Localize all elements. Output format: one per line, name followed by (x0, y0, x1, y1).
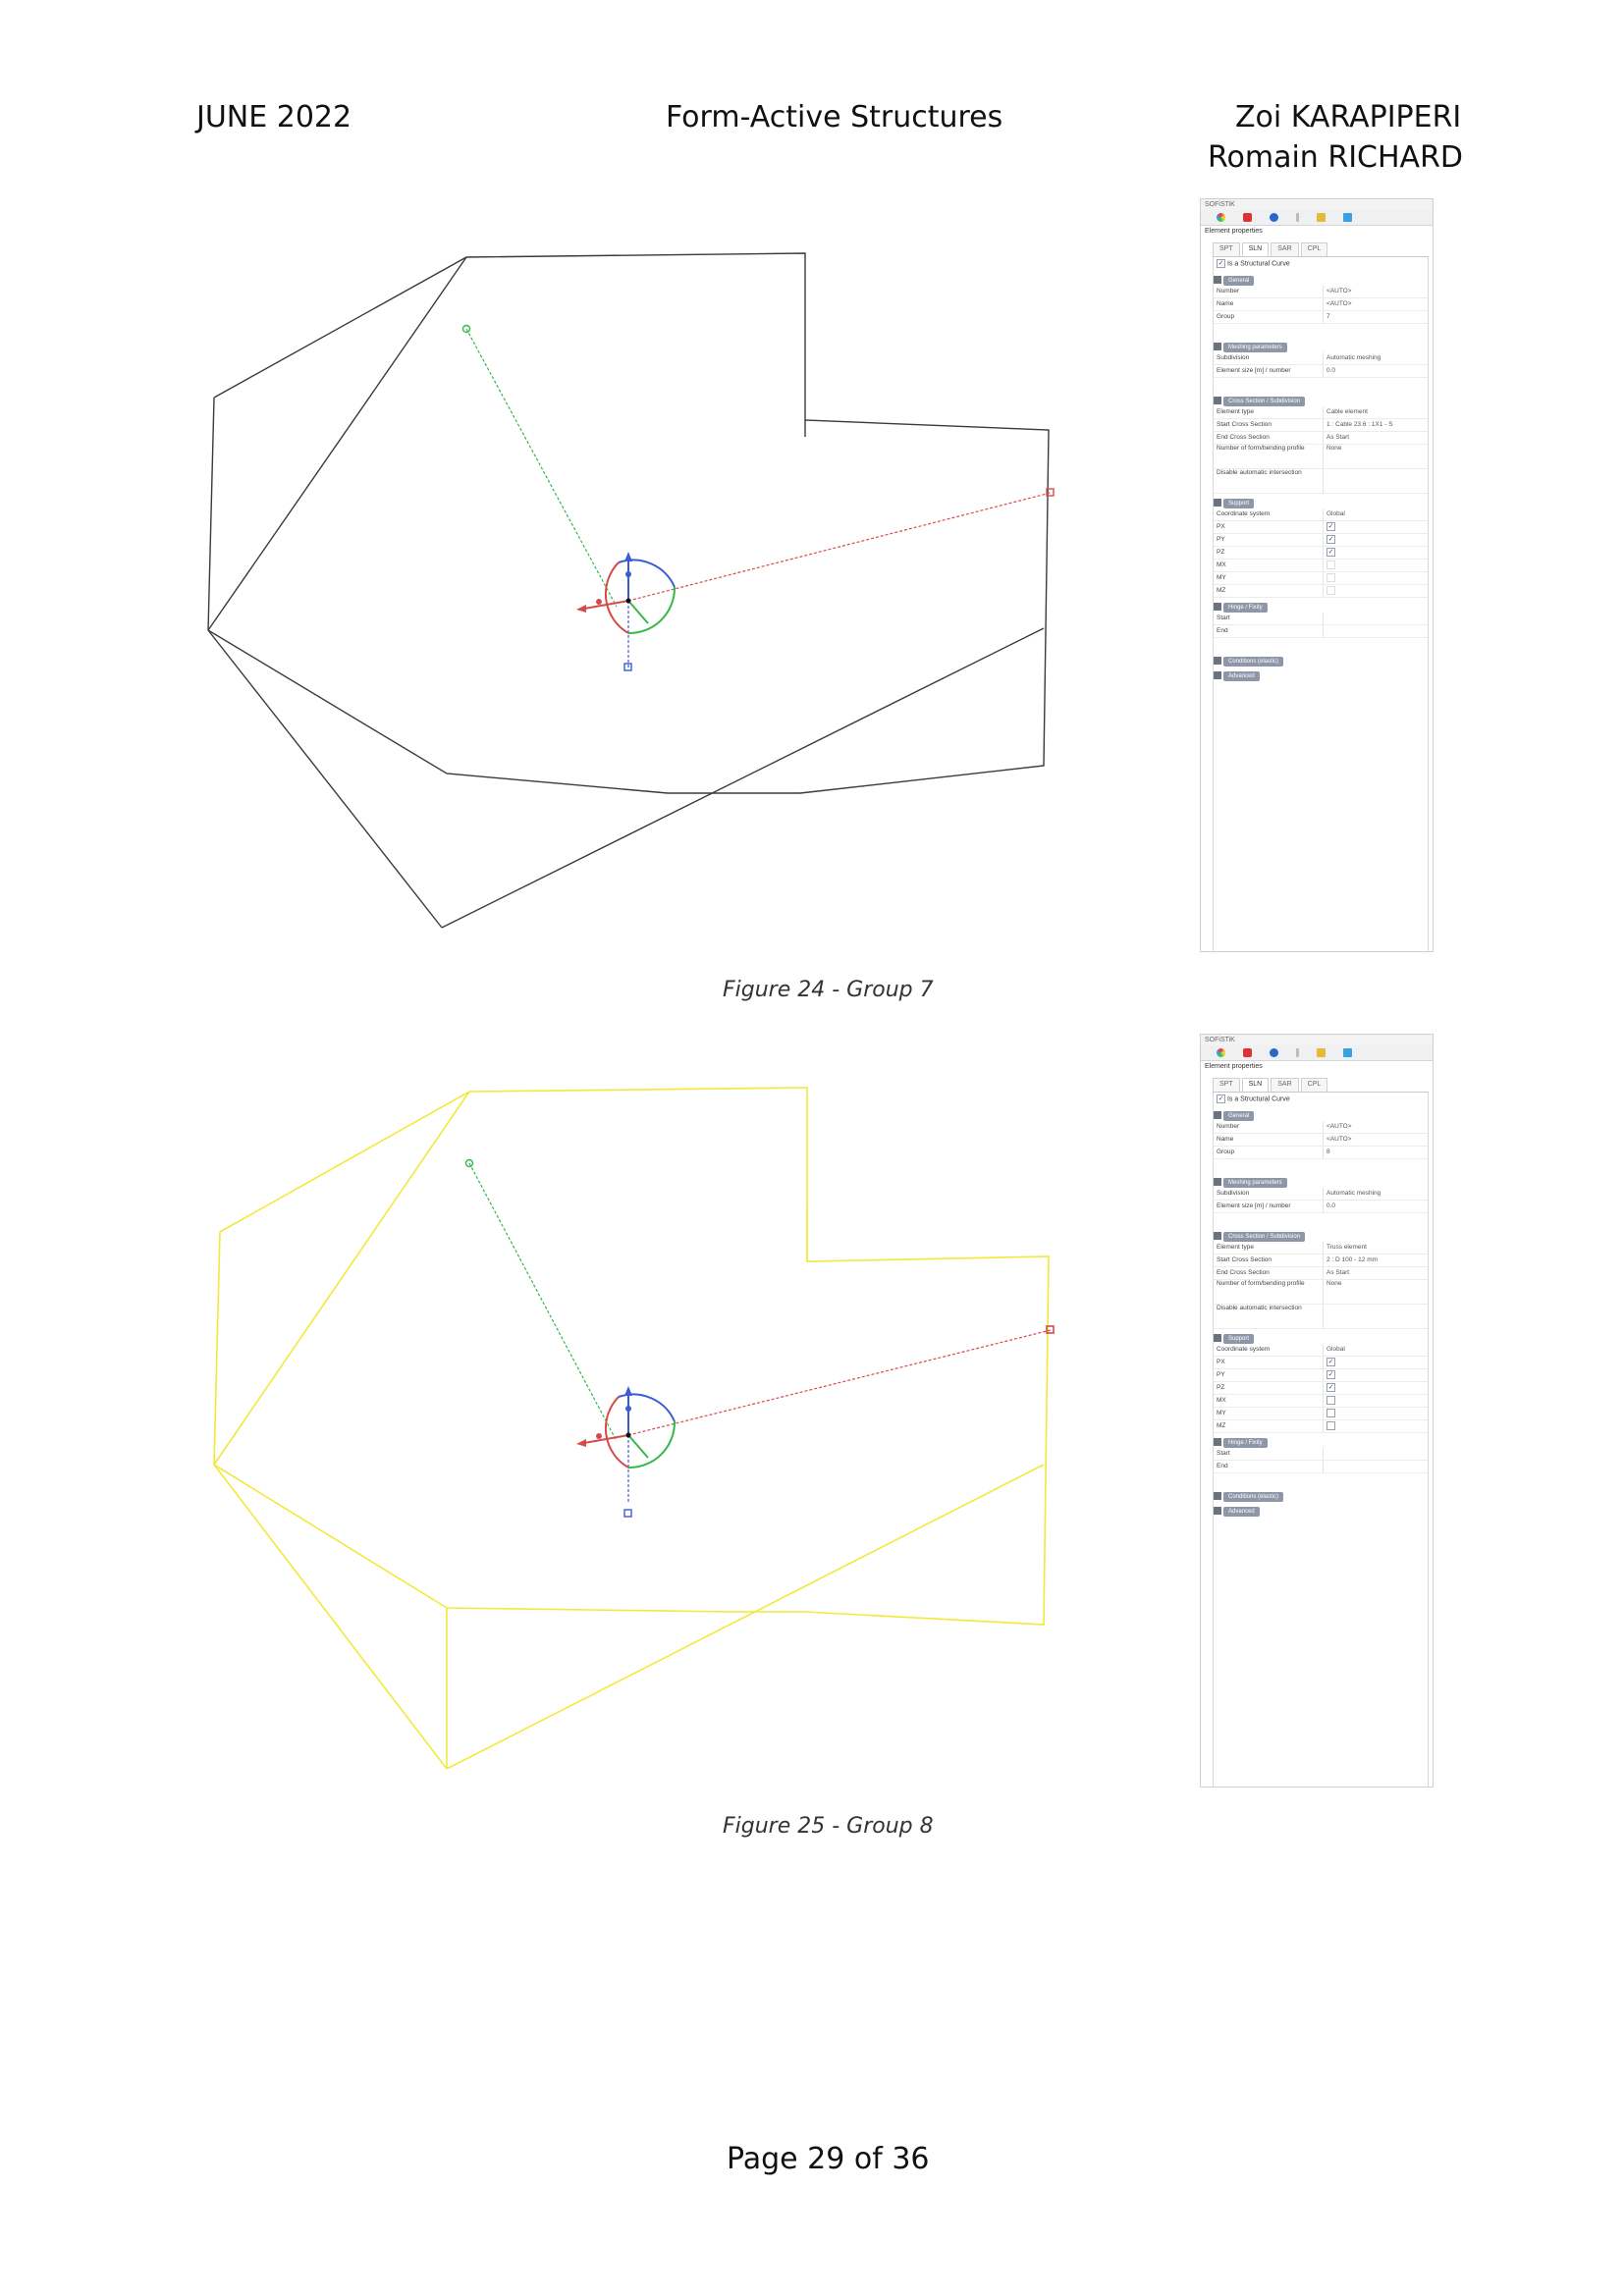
layers-icon[interactable] (1343, 1048, 1352, 1057)
gizmo-group8 (466, 1160, 1055, 1518)
prop-element-type: Element type Cable element (1214, 406, 1428, 419)
panel-toolbar (1201, 210, 1433, 226)
globe-icon[interactable] (1270, 1048, 1278, 1057)
prop-element-size: Element size [m] / number 0.0 (1214, 365, 1428, 378)
properties-panel-group8 (1200, 1034, 1434, 1788)
structural-curve-checkbox[interactable]: ✓ Is a Structural Curve (1218, 260, 1290, 268)
panel-subtitle: Element properties (1205, 1063, 1263, 1070)
prop-my: MY (1214, 1408, 1428, 1420)
section-general[interactable]: General (1214, 276, 1428, 286)
section-cross-section[interactable]: Cross Section / Subdivision (1214, 397, 1428, 406)
color-wheel-icon[interactable] (1217, 213, 1225, 222)
prop-my: MY (1214, 572, 1428, 585)
section-hinge[interactable]: Hinge / Fixity (1214, 1438, 1428, 1448)
page-number: Page 29 of 36 (727, 2142, 930, 2176)
properties-panel-group7 (1200, 198, 1434, 952)
prop-disable-intersection: Disable automatic intersection (1214, 469, 1428, 494)
pz-checkbox[interactable]: ✓ (1327, 548, 1334, 556)
prop-disable-intersection: Disable automatic intersection (1214, 1305, 1428, 1329)
prop-py: PY ✓ (1214, 1369, 1428, 1382)
prop-start: Start (1214, 613, 1428, 625)
tab-sar[interactable]: SAR (1271, 1078, 1298, 1092)
py-checkbox[interactable]: ✓ (1327, 1370, 1334, 1378)
tab-sln[interactable]: SLN (1242, 1078, 1270, 1092)
tab-cpl[interactable]: CPL (1301, 1078, 1328, 1092)
panel-toolbar (1201, 1045, 1433, 1061)
prop-subdivision: Subdivision Automatic meshing (1214, 1188, 1428, 1201)
prop-mz: MZ (1214, 585, 1428, 598)
prop-number: Number <AUTO> (1214, 286, 1428, 298)
section-advanced[interactable]: Advanced (1214, 671, 1428, 681)
prop-mx: MX (1214, 1395, 1428, 1408)
panel-title: SOFiSTiK (1201, 199, 1433, 210)
figure-25-viewport (196, 1070, 1080, 1787)
px-checkbox[interactable]: ✓ (1327, 1358, 1334, 1365)
panel-tabs (1213, 1078, 1429, 1093)
prop-end: End (1214, 1461, 1428, 1473)
py-checkbox[interactable]: ✓ (1327, 535, 1334, 543)
section-support[interactable]: Support (1214, 499, 1428, 508)
prop-profile: Number of form/bending profile None (1214, 445, 1428, 469)
figure-25-caption: Figure 25 - Group 8 (723, 1814, 934, 1839)
tab-spt[interactable]: SPT (1213, 242, 1240, 256)
shield-icon[interactable] (1243, 213, 1252, 222)
panel-subtitle: Element properties (1205, 228, 1263, 235)
section-support[interactable]: Support (1214, 1334, 1428, 1344)
shield-icon[interactable] (1243, 1048, 1252, 1057)
panel-body (1213, 1093, 1429, 1788)
prop-px: PX ✓ (1214, 1357, 1428, 1369)
tab-spt[interactable]: SPT (1213, 1078, 1240, 1092)
header-title: Form-Active Structures (666, 100, 1003, 134)
section-conditions[interactable]: Conditions (elastic) (1214, 657, 1428, 667)
header-date: JUNE 2022 (196, 100, 352, 134)
prop-start: Start (1214, 1448, 1428, 1461)
header-author-2: Romain RICHARD (1208, 140, 1464, 175)
prop-name: Name <AUTO> (1214, 1134, 1428, 1147)
prop-mx: MX (1214, 560, 1428, 572)
figure-24-caption: Figure 24 - Group 7 (723, 978, 934, 1002)
my-checkbox[interactable] (1326, 1409, 1335, 1417)
prop-profile: Number of form/bending profile None (1214, 1280, 1428, 1305)
prop-end-cross-section: End Cross Section As Start (1214, 432, 1428, 445)
gizmo-group7 (463, 326, 1055, 671)
mx-checkbox[interactable] (1326, 1396, 1335, 1405)
header-author-1: Zoi KARAPIPERI (1235, 100, 1462, 134)
tab-sln[interactable]: SLN (1242, 242, 1270, 256)
prop-element-size: Element size [m] / number 0.0 (1214, 1201, 1428, 1213)
prop-group: Group 8 (1214, 1147, 1428, 1159)
section-conditions[interactable]: Conditions (elastic) (1214, 1492, 1428, 1502)
prop-end-cross-section: End Cross Section As Start (1214, 1267, 1428, 1280)
section-cross-section[interactable]: Cross Section / Subdivision (1214, 1232, 1428, 1242)
prop-py: PY ✓ (1214, 534, 1428, 547)
prop-number: Number <AUTO> (1214, 1121, 1428, 1134)
prop-coordinate-system: Coordinate system Global (1214, 1344, 1428, 1357)
mz-checkbox[interactable] (1326, 1421, 1335, 1430)
section-advanced[interactable]: Advanced (1214, 1507, 1428, 1517)
section-general[interactable]: General (1214, 1111, 1428, 1121)
prop-pz: PZ ✓ (1214, 547, 1428, 560)
pz-checkbox[interactable]: ✓ (1327, 1383, 1334, 1391)
px-checkbox[interactable]: ✓ (1327, 522, 1334, 530)
prop-start-cross-section: Start Cross Section 2 : D 100 - 12 mm (1214, 1255, 1428, 1267)
prop-name: Name <AUTO> (1214, 298, 1428, 311)
structural-curve-checkbox[interactable]: ✓ Is a Structural Curve (1218, 1095, 1290, 1103)
prop-start-cross-section: Start Cross Section 1 : Cable 23.6 : 1X1 - S (1214, 419, 1428, 432)
pencil-icon[interactable] (1296, 213, 1299, 222)
prop-px: PX ✓ (1214, 521, 1428, 534)
panel-body (1213, 257, 1429, 952)
tab-sar[interactable]: SAR (1271, 242, 1298, 256)
prop-coordinate-system: Coordinate system Global (1214, 508, 1428, 521)
layers-icon[interactable] (1343, 213, 1352, 222)
mx-checkbox[interactable] (1326, 561, 1335, 569)
section-hinge[interactable]: Hinge / Fixity (1214, 603, 1428, 613)
prop-subdivision: Subdivision Automatic meshing (1214, 352, 1428, 365)
my-checkbox[interactable] (1326, 573, 1335, 582)
section-meshing[interactable]: Meshing parameters (1214, 1178, 1428, 1188)
color-wheel-icon[interactable] (1217, 1048, 1225, 1057)
prop-pz: PZ ✓ (1214, 1382, 1428, 1395)
structure-lines-group8 (214, 1088, 1049, 1769)
tab-cpl[interactable]: CPL (1301, 242, 1328, 256)
panel-tabs (1213, 242, 1429, 257)
prop-group: Group 7 (1214, 311, 1428, 324)
section-meshing[interactable]: Meshing parameters (1214, 343, 1428, 352)
globe-icon[interactable] (1270, 213, 1278, 222)
folder-icon[interactable] (1317, 213, 1326, 222)
figure-24-viewport (196, 236, 1080, 952)
prop-end: End (1214, 625, 1428, 638)
mz-checkbox[interactable] (1326, 586, 1335, 595)
panel-title: SOFiSTiK (1201, 1035, 1433, 1045)
folder-icon[interactable] (1317, 1048, 1326, 1057)
prop-mz: MZ (1214, 1420, 1428, 1433)
pencil-icon[interactable] (1296, 1048, 1299, 1057)
prop-element-type: Element type Truss element (1214, 1242, 1428, 1255)
